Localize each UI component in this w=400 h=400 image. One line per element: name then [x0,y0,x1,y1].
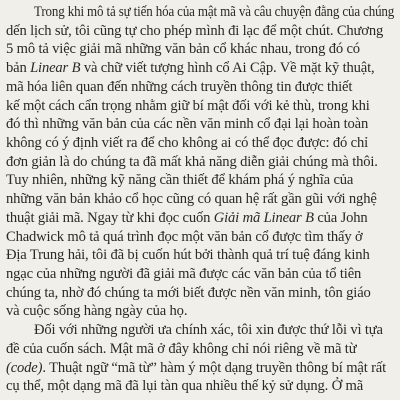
text-line: kế một cách cẩn trọng nhằm giữ bí mật đối với kẻ thù, trong khi [6,97,370,114]
italic-term: (code) [6,359,43,376]
text-line: Địa Trung hải, tôi đã bị cuốn hút bởi thành quả trí tuệ đáng kinh [6,247,370,264]
text-line: bản Linear B và chữ viết tượng hình cổ Ai Cập. Về mặt kỹ thuật, [6,60,375,77]
text-line: và cuộc sống hàng ngày của họ. [6,303,188,320]
text-line: đó thì những văn bản của các nền văn minh cổ đại lại hoàn toàn [6,116,369,133]
text-line: ngạc của những người đã giải mã được các văn bản của tổ tiên [6,266,362,282]
text-line: thuật giải mã. Ngay từ khi đọc cuốn Giải mã Linear B của John [6,209,368,226]
text-line: Chadwick mô tả quá trình đọc một văn bản cổ được tìm thấy ở [6,228,363,245]
text-line: Tuy nhiên, những kỹ năng cần thiết để khám phá ý nghĩa của [6,172,354,189]
text-line: dến lịch sử, tôi cũng tự cho phép mình đi lạc để một chút. Chương [6,22,384,39]
text-line: đơn giản là do chúng ta đã mất khả năng diễn giải chúng mà thôi. [6,153,378,170]
text-line: Đối với những người ưa chính xác, tôi xin được thứ lỗi vì tựa [34,322,383,339]
text-line: (code). Thuật ngữ “mã từ” hàm ý một dạng truyền thông bí mật rất [6,359,387,376]
text-line: những văn bản khảo cổ học cũng có quan hệ rất gần gũi với nghệ [6,191,377,208]
text-line: Trong khi mô tả sự tiến hóa của mật mã và câu chuyện đằng của chúng [34,4,395,20]
italic-term: Linear B [30,60,81,77]
text-line: 5 mô tả việc giải mã những văn bản cổ khác nhau, trong đó có [6,41,360,58]
text-line: mã hóa liên quan đến những cách truyền thông tin được thiết [6,78,353,95]
text-line: cụ thể, một dạng mã đã lụi tàn qua nhiều thế kỷ sử dụng. Ở mã [6,378,364,395]
text-line: đề của cuốn sách. Mật mã ở đây không chỉ nói riêng về mã từ [6,340,357,357]
text-line: không có ý định viết ra để cho không ai có thể đọc được: đó chỉ [6,135,369,151]
text-line: chúng ta, nhờ đó chúng ta mới biết được nền văn minh, tôn giáo [6,284,371,301]
italic-title: Giải mã Linear B [213,209,314,226]
